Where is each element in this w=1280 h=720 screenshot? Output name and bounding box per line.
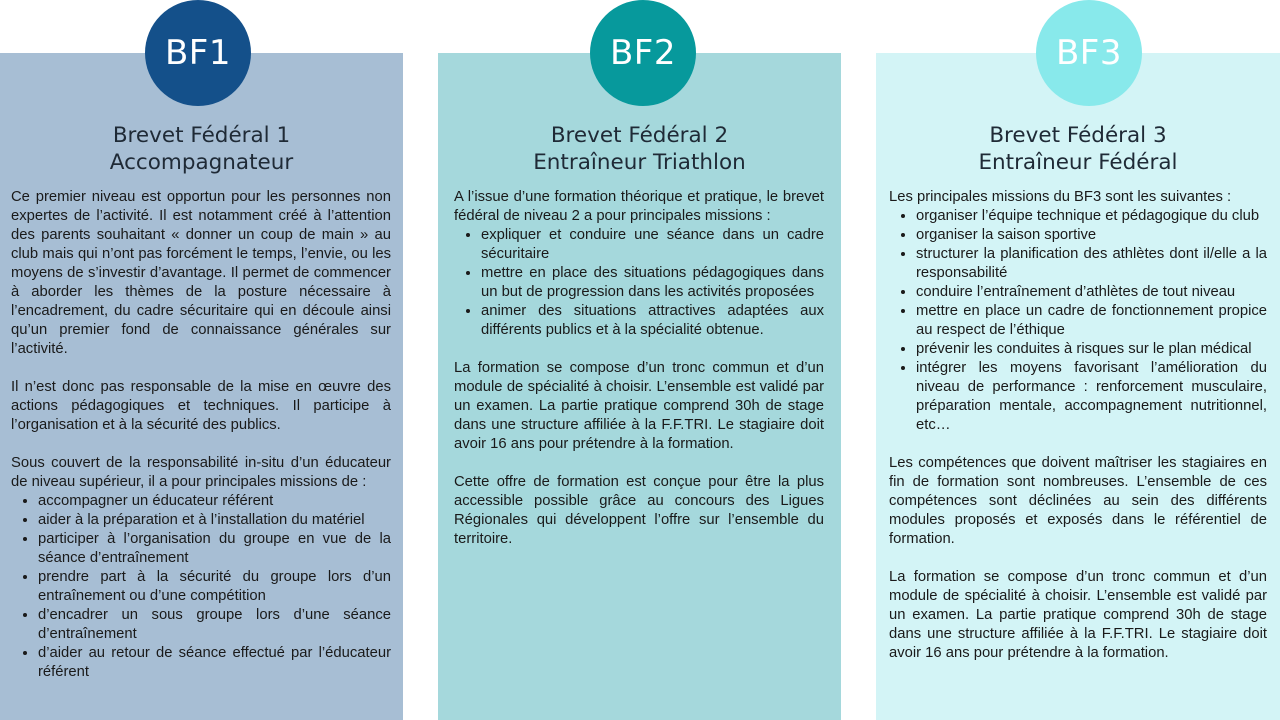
list-item: • d’aider au retour de séance effectué par l’éducateur référent [38,644,391,682]
bf1-title-line1: Brevet Fédéral 1 [112,123,291,148]
list-item: • organiser la saison sportive [916,226,1267,245]
list-item: • prendre part à la sécurité du groupe lors d’un entraînement ou d’une compétition [38,568,391,606]
bf2-mission-list [454,226,824,340]
bf3-mission-list [889,207,1267,435]
list-item: • aider à la préparation et à l’installation du matériel [38,511,391,530]
list-item: • mettre en place un cadre de fonctionnement propice au respect de l’éthique [916,302,1267,340]
bf2-body [454,188,824,549]
bf2-title-line1: Brevet Fédéral 2 [550,123,729,148]
list-item: • prévenir les conduites à risques sur le plan médical [916,340,1267,359]
bf3-paragraph: La formation se compose d’un tronc commun et d’un module de spécialité à choisir. L’ensemble est validé par un examen. La partie pratique comprend 30h de stage dans une structure affiliée à la F.F.TRI. Le stagiaire doit avoir 16 ans pour prétendre à la formation. [889,569,1267,661]
bf1-paragraph: Il n’est donc pas responsable de la mise en œuvre des actions pédagogiques et techniques. Il participe à l’organisation et à la sécurité des publics. [11,379,391,433]
bf2-title [438,122,841,176]
bf1-paragraph: Ce premier niveau est opportun pour les personnes non expertes de l’activité. Il est notamment créé à l’attention des parents souhaitant « donner un coup de main » au club mais qui n’ont pas forcément le temps, l’envie, ou les moyens de s’investir d’avantage. Il permet de commencer à aborder les thèmes de la posture nécessaire à l’encadrement, du cadre sécuritaire qui en découle ainsi qu’un premier fond de connaissance générales sur l’activité. [11,189,391,357]
list-item: • animer des situations attractives adaptées aux différents publics et à la spécialité obtenue. [481,302,824,340]
bf3-badge: BF3 [1036,0,1142,106]
bf2-paragraph: A l’issue d’une formation théorique et pratique, le brevet fédéral de niveau 2 a pour principales missions : [454,189,824,224]
bf3-body [889,188,1267,663]
list-item: • participer à l’organisation du groupe en vue de la séance d’entraînement [38,530,391,568]
bf3-title-line2: Entraîneur Fédéral [978,150,1178,175]
bf1-mission-list [11,492,391,682]
bf3-title [876,122,1280,176]
list-item: • accompagner un éducateur référent [38,492,391,511]
bf3-title-line1: Brevet Fédéral 3 [989,123,1167,148]
bf1-title-line2: Accompagnateur [109,150,294,175]
bf1-paragraph: Sous couvert de la responsabilité in-situ d’un éducateur de niveau supérieur, il a pour principales missions de : [11,455,391,490]
bf1-body [11,188,391,682]
bf1-title [0,122,403,176]
list-item: • conduire l’entraînement d’athlètes de tout niveau [916,283,1267,302]
bf2-paragraph: Cette offre de formation est conçue pour être la plus accessible possible grâce au concours des Ligues Régionales qui développent l’offre sur l’ensemble du territoire. [454,474,824,547]
bf2-paragraph: La formation se compose d’un tronc commun et d’un module de spécialité à choisir. L’ensemble est validé par un examen. La partie pratique comprend 30h de stage dans une structure affiliée à la F.F.TRI. Le stagiaire doit avoir 16 ans pour prétendre à la formation. [454,360,824,452]
list-item: • organiser l’équipe technique et pédagogique du club [916,207,1267,226]
bf2-badge: BF2 [590,0,696,106]
bf2-title-line2: Entraîneur Triathlon [533,150,746,175]
bf3-paragraph: Les compétences que doivent maîtriser les stagiaires en fin de formation sont nombreuses. L’ensemble de ces compétences sont déclinées au sein des différents modules proposés et exposés dans le référentiel de formation. [889,455,1267,547]
list-item: • d’encadrer un sous groupe lors d’une séance d’entraînement [38,606,391,644]
list-item: • expliquer et conduire une séance dans un cadre sécuritaire [481,226,824,264]
bf3-paragraph: Les principales missions du BF3 sont les suivantes : [889,189,1232,205]
list-item: • structurer la planification des athlètes dont il/elle a la responsabilité [916,245,1267,283]
list-item: • intégrer les moyens favorisant l’amélioration du niveau de performance : renforcement musculaire, préparation mentale, accompagnement nutritionnel, etc… [916,359,1267,435]
list-item: • mettre en place des situations pédagogiques dans un but de progression dans les activités proposées [481,264,824,302]
bf1-badge: BF1 [145,0,251,106]
